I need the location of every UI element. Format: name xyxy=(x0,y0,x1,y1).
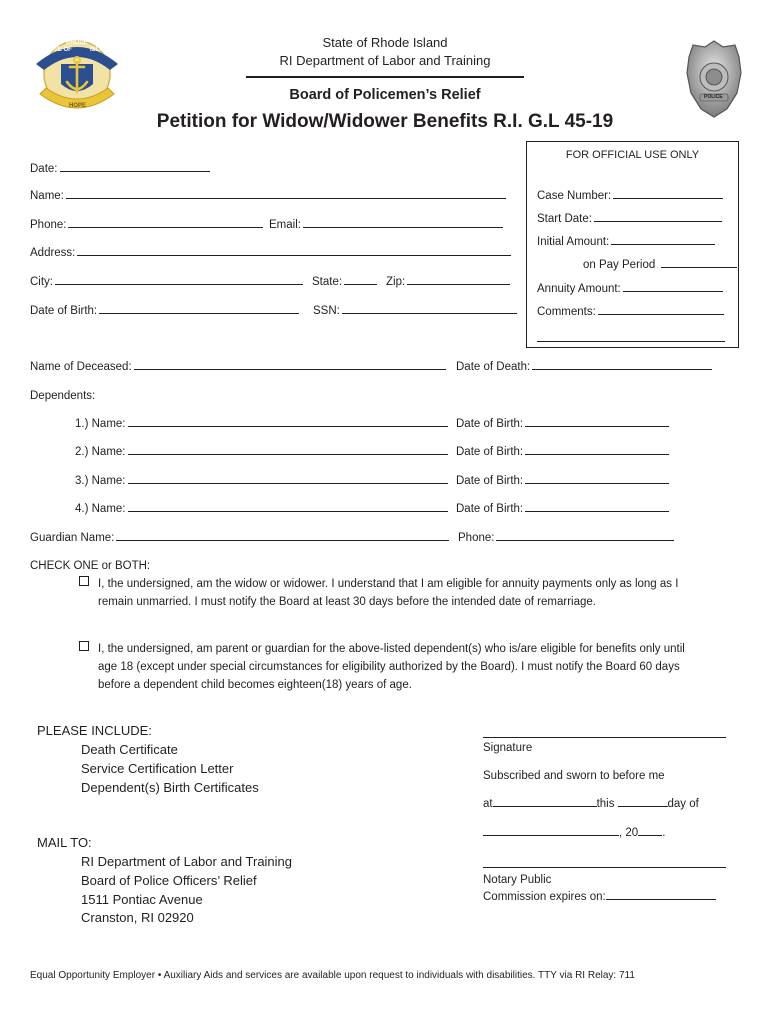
seal-left-text: STATE OF xyxy=(43,47,72,53)
ssn-field[interactable] xyxy=(342,312,517,314)
deceased-row xyxy=(30,361,446,373)
comments-field[interactable] xyxy=(598,313,724,315)
dependent-2-dob-field[interactable] xyxy=(525,453,669,455)
dependent-1-label: 1.) Name: xyxy=(75,418,126,430)
guardian-phone-row xyxy=(458,532,674,544)
dependent-2-label: 2.) Name: xyxy=(75,446,126,458)
state-seal-logo xyxy=(30,34,124,116)
mail-line: RI Department of Labor and Training xyxy=(81,854,293,869)
dependent-3-row xyxy=(75,475,448,487)
dependent-2-dob-row xyxy=(456,446,669,458)
option2-line1: I, the undersigned, am parent or guardian for the above-listed dependent(s) who is/are eligible for benefits only until xyxy=(98,643,685,655)
mail-line: Cranston, RI 02920 xyxy=(81,910,194,925)
dependent-1-dob-field[interactable] xyxy=(525,425,669,427)
ssn-row xyxy=(313,305,517,317)
guardian-phone-label: Phone: xyxy=(458,532,495,544)
commission-row xyxy=(483,891,716,903)
dependent-1-row xyxy=(75,418,448,430)
annuity-amount-label: Annuity Amount: xyxy=(537,283,621,295)
pay-period-field[interactable] xyxy=(661,266,737,268)
seal-right-text: ISLAND xyxy=(90,47,113,53)
dependent-1-name-field[interactable] xyxy=(128,425,448,427)
mail-heading: MAIL TO: xyxy=(37,835,92,850)
zip-row xyxy=(386,276,510,288)
notary-line[interactable] xyxy=(483,867,726,868)
this-label: this xyxy=(596,798,615,810)
dependent-4-dob-row xyxy=(456,503,669,515)
police-badge-logo xyxy=(685,39,743,119)
dependent-3-dob-label: Date of Birth: xyxy=(456,475,524,487)
dependent-1-dob-label: Date of Birth: xyxy=(456,418,524,430)
option2-line3: before a dependent child becomes eighteen(18) years of age. xyxy=(98,679,412,691)
date-of-death-field[interactable] xyxy=(532,368,712,370)
date-of-death-label: Date of Death: xyxy=(456,361,531,373)
sworn-date-row xyxy=(483,798,699,810)
ssn-label: SSN: xyxy=(313,305,340,317)
guardian-row xyxy=(30,532,449,544)
date-of-death-row xyxy=(456,361,712,373)
email-row xyxy=(269,219,503,231)
name-label: Name: xyxy=(30,190,64,202)
dependent-1-dob-row xyxy=(456,418,669,430)
case-number-row xyxy=(537,190,723,202)
city-field[interactable] xyxy=(55,283,303,285)
deceased-label: Name of Deceased: xyxy=(30,361,132,373)
state-field[interactable] xyxy=(344,283,377,285)
dependent-4-dob-label: Date of Birth: xyxy=(456,503,524,515)
sworn-text: Subscribed and sworn to before me xyxy=(483,770,665,782)
case-number-label: Case Number: xyxy=(537,190,612,202)
signature-line[interactable] xyxy=(483,737,726,738)
state-row xyxy=(312,276,377,288)
zip-field[interactable] xyxy=(407,283,510,285)
comments-field-line-2[interactable] xyxy=(537,341,725,342)
dob-row xyxy=(30,305,299,317)
official-use-heading: FOR OFFICIAL USE ONLY xyxy=(565,149,700,161)
pay-period-label: on Pay Period xyxy=(583,259,656,271)
case-number-field[interactable] xyxy=(613,197,723,199)
name-row xyxy=(30,190,506,202)
state-label: State: xyxy=(312,276,343,288)
city-label: City: xyxy=(30,276,53,288)
dependent-2-row xyxy=(75,446,448,458)
include-item: Service Certification Letter xyxy=(81,761,234,776)
include-item: Death Certificate xyxy=(81,742,178,757)
header-state: State of Rhode Island xyxy=(322,35,448,50)
initial-amount-field[interactable] xyxy=(611,243,715,245)
city-row xyxy=(30,276,303,288)
commission-label: Commission expires on: xyxy=(483,891,606,903)
guardian-checkbox[interactable] xyxy=(79,641,89,651)
date-field[interactable] xyxy=(60,170,210,172)
address-field[interactable] xyxy=(77,254,511,256)
phone-row xyxy=(30,219,263,231)
option1-line1: I, the undersigned, am the widow or widower. I understand that I am eligible for annuity payments only as long as I xyxy=(98,578,679,590)
notary-label: Notary Public xyxy=(483,874,552,886)
signature-label: Signature xyxy=(483,742,533,754)
day-field[interactable] xyxy=(618,805,668,807)
mail-line: 1511 Pontiac Avenue xyxy=(81,892,203,907)
date-row xyxy=(30,163,210,175)
comments-label: Comments: xyxy=(537,306,596,318)
guardian-phone-field[interactable] xyxy=(496,539,674,541)
dob-label: Date of Birth: xyxy=(30,305,98,317)
dependent-4-name-field[interactable] xyxy=(128,510,448,512)
annuity-amount-field[interactable] xyxy=(623,290,723,292)
option1-line2: remain unmarried. I must notify the Board at least 30 days before the intended date of remarriage. xyxy=(98,596,596,608)
address-label: Address: xyxy=(30,247,76,259)
footer-text: Equal Opportunity Employer • Auxiliary Aids and services are available upon request to individuals with disabilities. TTY via RI Relay: 711 xyxy=(30,970,635,981)
header-board: Board of Policemen’s Relief xyxy=(289,87,481,103)
day-of-label: day of xyxy=(667,798,699,810)
year-label: , 20 xyxy=(619,827,639,839)
dependent-4-label: 4.) Name: xyxy=(75,503,126,515)
dependent-3-name-field[interactable] xyxy=(128,482,448,484)
commission-field[interactable] xyxy=(606,898,716,900)
comments-row xyxy=(537,306,724,318)
phone-label: Phone: xyxy=(30,219,67,231)
header-department: RI Department of Labor and Training xyxy=(279,53,491,68)
at-field[interactable] xyxy=(493,805,597,807)
pay-period-row xyxy=(583,259,737,271)
include-item: Dependent(s) Birth Certificates xyxy=(81,780,259,795)
address-row xyxy=(30,247,511,259)
deceased-field[interactable] xyxy=(134,368,446,370)
dependent-2-name-field[interactable] xyxy=(128,453,448,455)
mail-line: Board of Police Officers’ Relief xyxy=(81,873,257,888)
dependents-heading: Dependents: xyxy=(30,390,96,402)
check-heading: CHECK ONE or BOTH: xyxy=(30,560,151,572)
year-field[interactable] xyxy=(638,834,662,836)
guardian-label: Guardian Name: xyxy=(30,532,115,544)
seal-bottom-text: HOPE xyxy=(69,103,87,109)
phone-field[interactable] xyxy=(68,226,263,228)
dob-field[interactable] xyxy=(99,312,299,314)
name-field[interactable] xyxy=(66,197,506,199)
include-heading: PLEASE INCLUDE: xyxy=(37,723,152,738)
guardian-field[interactable] xyxy=(116,539,449,541)
seal-top-text: RHODE xyxy=(66,40,88,46)
dependent-3-dob-field[interactable] xyxy=(525,482,669,484)
badge-text: POLICE xyxy=(704,94,723,100)
option2-line2: age 18 (except under special circumstances for eligibility authorized by the Board). I must notify the Board 60 days xyxy=(98,661,680,673)
initial-amount-label: Initial Amount: xyxy=(537,236,610,248)
annuity-amount-row xyxy=(537,283,723,295)
month-field[interactable] xyxy=(483,834,619,836)
at-label: at xyxy=(483,798,493,810)
email-field[interactable] xyxy=(303,226,503,228)
email-label: Email: xyxy=(269,219,301,231)
dependent-3-label: 3.) Name: xyxy=(75,475,126,487)
form-title: Petition for Widow/Widower Benefits R.I. G.L 45-19 xyxy=(156,111,614,132)
dependent-2-dob-label: Date of Birth: xyxy=(456,446,524,458)
start-date-label: Start Date: xyxy=(537,213,592,225)
zip-label: Zip: xyxy=(386,276,406,288)
start-date-row xyxy=(537,213,722,225)
widow-checkbox[interactable] xyxy=(79,576,89,586)
year-row xyxy=(483,827,665,839)
dependent-4-dob-field[interactable] xyxy=(525,510,669,512)
initial-amount-row xyxy=(537,236,715,248)
start-date-field[interactable] xyxy=(594,220,722,222)
header-divider xyxy=(246,76,524,78)
dependent-3-dob-row xyxy=(456,475,669,487)
date-label: Date: xyxy=(30,163,58,175)
year-period: . xyxy=(662,827,666,839)
dependent-4-row xyxy=(75,503,448,515)
